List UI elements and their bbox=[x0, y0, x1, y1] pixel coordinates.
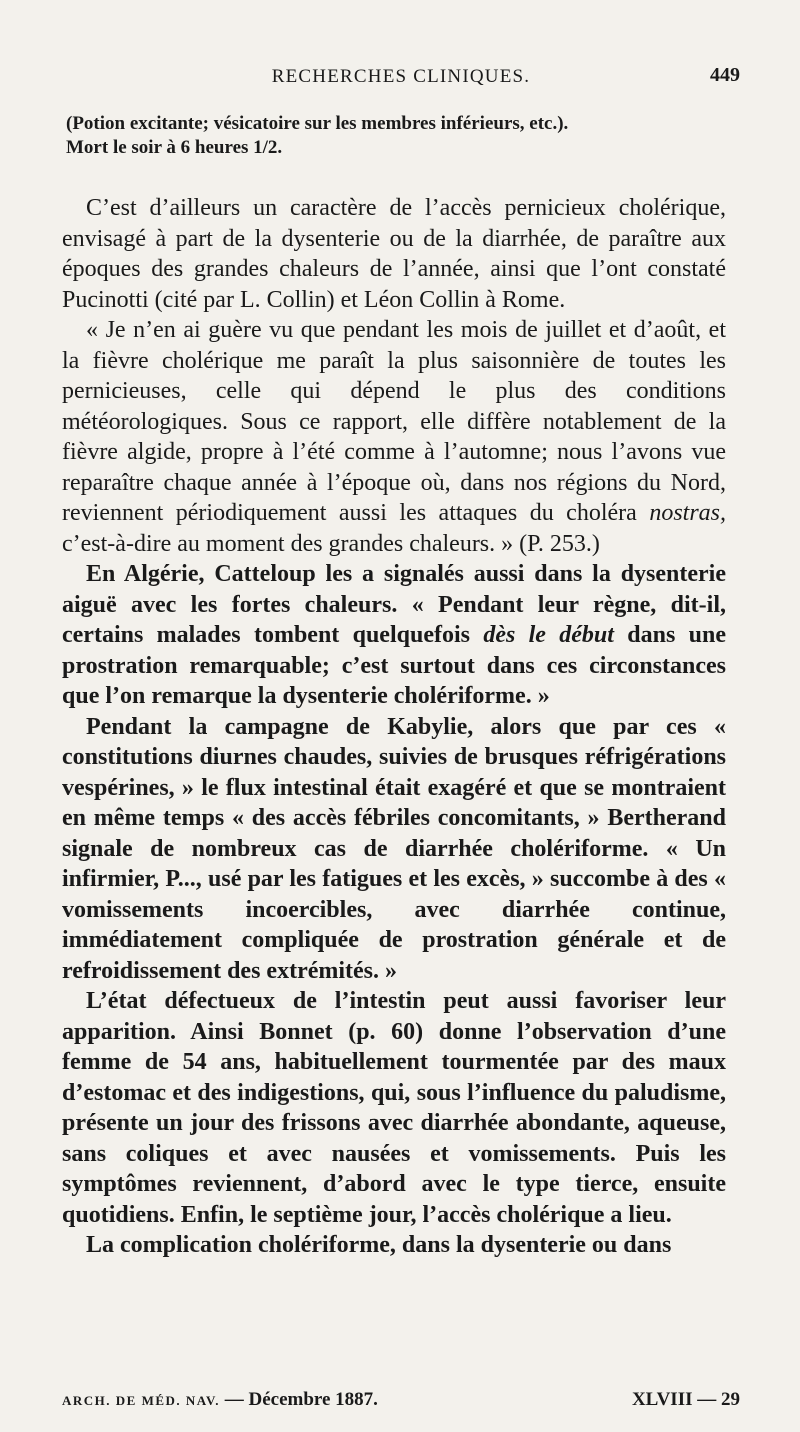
journal-abbreviation: ARCH. DE MÉD. NAV. bbox=[62, 1393, 220, 1408]
paragraph-complication: La complication cholériforme, dans la dysenterie ou dans bbox=[86, 1232, 672, 1258]
observation-note bbox=[66, 112, 568, 160]
page-footer bbox=[62, 1389, 740, 1413]
page-number: 449 bbox=[710, 64, 740, 86]
page-header bbox=[62, 60, 740, 94]
algerie-text: En Algérie, Catteloup les a signalés aussi dans la dysenterie aiguë avec les fortes chaleurs. « Pendant leur règne, dit-il, certains malades tombent quelquefois bbox=[62, 561, 726, 648]
paragraph-collin: C’est d’ailleurs un caractère de l’accès pernicieux cholérique, envisagé à part de la dysenterie ou de la diarrhée, de paraître aux époques des grandes chaleurs de l’année, ainsi que l’ont constaté Pucinotti (cité par L. Collin) et Léon Collin à Rome. bbox=[62, 195, 726, 313]
quotation-emphasis: nostras, bbox=[649, 500, 726, 526]
algerie-emphasis: dès le début bbox=[483, 622, 614, 648]
algerie-text-end: dans une prostration remarquable; c’est surtout dans ces circonstances que l’on remarque la dysenterie cholériforme. » bbox=[62, 622, 726, 709]
paragraph-kabylie: Pendant la campagne de Kabylie, alors que par ces « constitutions diurnes chaudes, suivies de brusques réfrigérations vespérines, » le flux intestinal était exagéré et que se montraient en même temps « des accès fébriles concomitants, » Bertherand signale de nombreux cas de diarrhée cholériforme. « Un infirmier, P..., usé par les fatigues et les excès, » succombe à des « vomissements incoercibles, avec diarrhée continue, immédiatement compliquée de prostration générale et de refroidissement des extrémités. » bbox=[62, 713, 726, 984]
paragraph-quotation bbox=[62, 315, 726, 559]
quotation-text: « Je n’en ai guère vu que pendant les mois de juillet et d’août, et la fièvre cholérique me paraît la plus saisonnière de toutes les pernicieuses, celle qui dépend le plus des conditions météorologiques. Sous ce rapport, elle diffère notablement de la fièvre algide, propre à l’été comme à l’automne; nous l’avons vue reparaître chaque année à l’époque où, dans nos régions du Nord, reviennent périodiquement aussi les attaques du choléra bbox=[62, 317, 726, 526]
paragraph-intestin: L’état défectueux de l’intestin peut aussi favoriser leur apparition. Ainsi Bonnet (p. 60) donne l’observation d’une femme de 54 ans, habituellement tourmentée par des maux d’estomac et des indigestions, qui, sous l’influence du paludisme, présente un jour des frissons avec diarrhée abondante, aqueuse, sans coliques et avec nausées et vomissements. Puis les symptômes reviennent, d’abord avec le type tierce, ensuite quotidiens. Enfin, le septième jour, l’accès cholérique a lieu. bbox=[62, 988, 726, 1228]
note-line-treatment: (Potion excitante; vésicatoire sur les membres inférieurs, etc.). bbox=[66, 113, 569, 134]
main-text bbox=[62, 193, 726, 1261]
running-title: RECHERCHES CLINIQUES. bbox=[271, 66, 531, 87]
volume-signature: XLVIII — 29 bbox=[631, 1389, 740, 1410]
quotation-text-end: c’est-à-dire au moment des grandes chaleurs. » (P. 253.) bbox=[62, 530, 600, 557]
note-line-death: Mort le soir à 6 heures 1/2. bbox=[66, 137, 283, 158]
paragraph-algerie bbox=[62, 559, 726, 712]
journal-date: — Décembre 1887. bbox=[219, 1389, 378, 1410]
journal-reference bbox=[62, 1389, 378, 1411]
